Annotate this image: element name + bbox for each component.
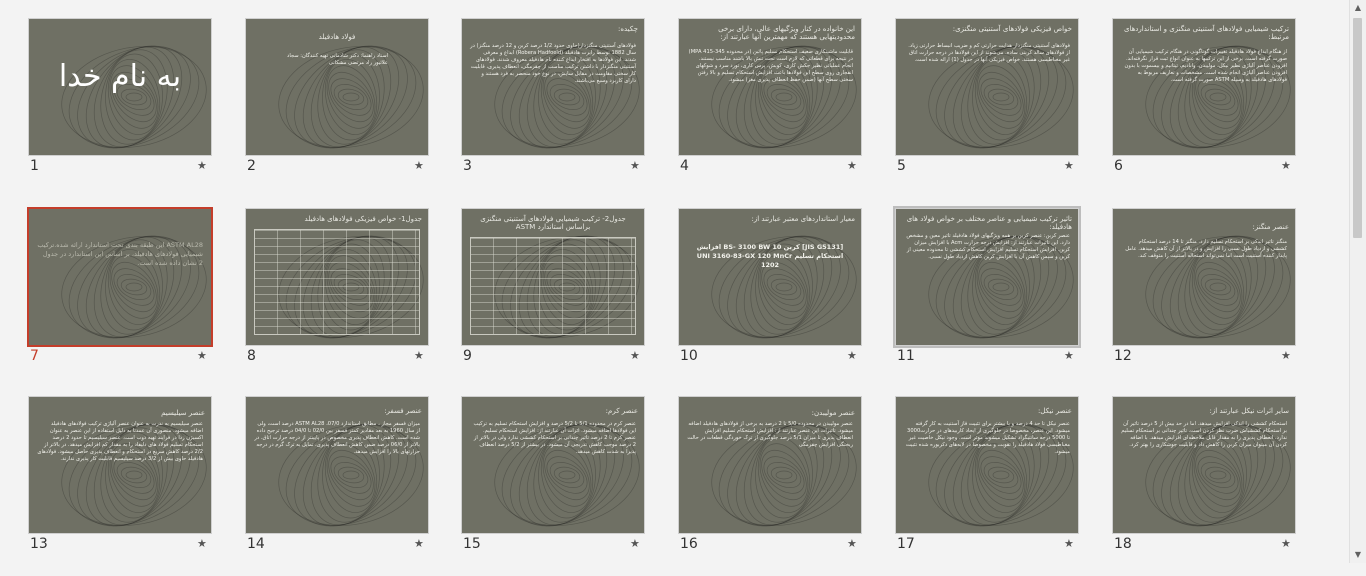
slide-preview[interactable]	[461, 208, 645, 346]
slide-background-pattern	[29, 397, 211, 533]
slide-title: عنصر سیلیسیم	[161, 409, 205, 417]
slide-thumbnail-9[interactable]	[461, 208, 661, 388]
slide-preview[interactable]	[895, 18, 1079, 156]
slide-background-pattern	[462, 397, 644, 533]
slide-preview[interactable]	[1112, 18, 1296, 156]
star-icon[interactable]: ★	[414, 159, 424, 172]
slide-thumbnail-6[interactable]	[1112, 18, 1312, 198]
slide-number: 16	[680, 536, 698, 552]
slide-number: 6	[1114, 158, 1123, 174]
slide-number: 8	[247, 348, 256, 364]
slide-number: 14	[247, 536, 265, 552]
slide-title: عنصر کرم:	[605, 407, 638, 415]
slide-thumbnail-8[interactable]	[245, 208, 445, 388]
slide-preview[interactable]	[1112, 396, 1296, 534]
slide-number: 3	[463, 158, 472, 174]
slide-title: سایر اثرات نیکل عبارتند از:	[1209, 407, 1289, 415]
slide-thumbnail-17[interactable]	[895, 396, 1095, 576]
slide-thumbnail-2[interactable]	[245, 18, 445, 198]
scroll-down-arrow-icon[interactable]: ▼	[1354, 550, 1362, 559]
slide-preview[interactable]	[895, 396, 1079, 534]
slide-title: ترکیب شیمیایی فولادهای آستنیتی منگنزی و استانداردهای مرتبط:	[1124, 25, 1289, 42]
slide-thumbnail-7[interactable]	[28, 208, 228, 388]
slide-background-pattern	[896, 19, 1078, 155]
slide-preview[interactable]	[678, 208, 862, 346]
slide-background-pattern	[462, 19, 644, 155]
star-icon[interactable]: ★	[1064, 537, 1074, 550]
slide-body: عنصر نیکل تا حد 4 درصد و یا بیشتر برای تثبیت فاز آستنیت به کار گرفته میشود. این عنصر، مخصوصا در جلوگیری از ایجاد کاربیدهای در حرارت3000 تا 5000 درجه سانتیگراد تشکیل میشوند موثر است. وجود نیکل خاصیت غیر مغناطیسی فولاد هادفیلد را تقویت و مخصوصا در لایه‌های دکربوره شده تثبیت میشود.	[905, 421, 1070, 456]
slide-preview[interactable]	[461, 396, 645, 534]
star-icon[interactable]: ★	[414, 537, 424, 550]
star-icon[interactable]: ★	[847, 537, 857, 550]
slide-number: 9	[463, 348, 472, 364]
slide-title: جدول2- ترکیب شیمیایی فولادهای آستنیتی منگنزی براساس استاندارد ASTM	[480, 215, 626, 232]
slide-number: 5	[897, 158, 906, 174]
star-icon[interactable]: ★	[1281, 349, 1291, 362]
slide-thumbnail-15[interactable]	[461, 396, 661, 576]
slide-background-pattern	[679, 397, 861, 533]
slide-title: معیار استانداردهای معتبر عبارتند از:	[751, 215, 855, 223]
slide-title: تاثیر ترکیب شیمیایی و عناصر مختلف بر خواص فولاد های هادفیلد:	[906, 215, 1072, 232]
slide-number: 17	[897, 536, 915, 552]
slide-body: استاد راهنما: دکتر شادمانی تهیه کنندگان: سجاد علائیور راد مرتضی مشکاتی	[287, 53, 388, 67]
slide-preview[interactable]	[28, 396, 212, 534]
slide-preview[interactable]	[245, 396, 429, 534]
slide-thumbnail-10[interactable]	[678, 208, 878, 388]
slide-thumbnail-14[interactable]	[245, 396, 445, 576]
slide-thumbnail-18[interactable]	[1112, 396, 1312, 576]
slide-title: این خانواده در کنار ویژگیهای عالی، دارای برخی محدودیتهایی هستند که مهمترین آنها عبارتند از:	[718, 25, 855, 42]
slide-preview[interactable]	[245, 18, 429, 156]
slide-body: عنصر سیلیسیم به ندرت به عنوان عنصر آلیاژی ترکیب فولادهای هادفیلد اضافه میشود. منصوری آن عمدتا به دلیل استفاده از این عنصر به عنوان اکسیژن زدا در فرایند تهیه ذوب است. عنصر سیلیسیم تا حدود 2 درصد استحکام تسلیم فولاد های دلیفاد را به مقدار کم افزایش میدهد. در بالاتر از 2/2 درصد کاهش سریع در استحکام و انعطاف پذیری حاصل میشود. فولادهای هادفیلد حاوی بیش از 3/2 درصد سیلیسیم قابلیت کار پذیری ندارند.	[37, 421, 203, 463]
scrollbar-thumb[interactable]	[1353, 18, 1362, 238]
star-icon[interactable]: ★	[1281, 159, 1291, 172]
slide-body: عنصر مولیبدن در محدوده 5/0 تا 2 درصد به برخی از فولادهای هادفیلد اضافه میشود. تاثیرات این عنصر عبارتند از: افزایش استحکام تسلیم افزایش انعطاف پذیری تا میزان 5/1 درصد جلوگیری از ترک خوردگی قطعات در حالت ریختگی افزایش چقرمگی	[687, 421, 853, 449]
slide-body: ASTM AL28 این طبقه بندی تحت استاندارد ارائه شده.ترکیب شیمیایی فولادهای هادفیلد، بر اساس این استاندارد در جدول 2 نشان داده شده است.	[37, 241, 203, 267]
slide-title: عنصر منگنز:	[1252, 223, 1289, 231]
slide-body: فولادهای آستنیتی منگنزدار هدایت حرارتی کم و ضریب انبساط حرارتی زیاد. از فولادهای سالد کربنی ساده. می‌شوند از این فولادها در درجه حرارت اتاق غیر مغناطیسی هستند. خواص فیزیکی آنها در جدول (1) ارائه شده است.	[908, 43, 1070, 64]
slide-preview[interactable]	[245, 208, 429, 346]
slide-preview[interactable]	[678, 18, 862, 156]
slide-title: عنصر نیکل:	[1037, 407, 1072, 415]
slide-preview[interactable]	[895, 208, 1079, 346]
star-icon[interactable]: ★	[414, 349, 424, 362]
slide-preview-selected[interactable]	[27, 207, 213, 347]
slide-title: فولاد هادفیلد	[318, 33, 356, 41]
slide-number: 1	[30, 158, 39, 174]
star-icon[interactable]: ★	[630, 349, 640, 362]
slide-number: 12	[1114, 348, 1132, 364]
star-icon[interactable]: ★	[197, 537, 207, 550]
slide-body: استحکام کششی را اندکی افزایش میدهد. اما در حد بیش از 5 درصد تاثیر آن بر استحکام کششیاش ضرب نظر کردن است. تاثیر چندانی بر استحکام تسلیم ندارد. انعطاف پذیری را به مقدار قابل ملاحظه‌ای افزایش میدهد. با اضافه کردن آن میتوان میزان کربن را کاهش داد و قابلیت جوشکاری را بهتر کرد.	[1121, 421, 1287, 449]
slide-background-pattern	[1113, 397, 1295, 533]
slide-table	[254, 229, 420, 335]
slide-preview[interactable]	[678, 396, 862, 534]
star-icon[interactable]: ★	[1064, 159, 1074, 172]
slide-background-pattern	[246, 397, 428, 533]
star-icon[interactable]: ★	[1281, 537, 1291, 550]
slide-preview[interactable]	[1112, 208, 1296, 346]
slide-number: 15	[463, 536, 481, 552]
slide-body: منگنز تاثیر اندکی بر استحکام تسلیم دارد. منگنز تا 14 درصد استحکام کششی و ازدیاد طول نسبی را افزایش و در بالاتر از آن کاهش میدهد. عامل پایدار کننده آستنیت است اما نمی‌تواند استحاله آستنیت را متوقف کند.	[1125, 239, 1287, 260]
slide-body: عنصر کربن: عنصر کربن بر همه ویژگیهای فولاد هادفیلد تاثیر معین و مشخص دارد. این تاثیرات عبارتند از: افزایش درجه حرارت Acm با افزایش میزان کربن. افزایش استحکام تسلیم افزایش استحکام کششی تا محدوده معینی از کربن و سپس کاهش آن با افزایش کربن کاهش ازدیاد طول نسبی.	[906, 233, 1070, 261]
slide-body: از هنگام ابداع فولاد هادفیلد تغییرات گوناگونی در هنگام ترکیب شیمیایی آن صورت گرفته است. برخی از این ترکیبها به عنوان انواع ثبت قرار نگرفته‌اند. افزودن عناصر آلیاژی نظیر نیکل، مولیبدن، وانادیم، تیتانیم و بیسموت با بدون افزودن عناصر آلیاژی انجام شده است. مشخصات و تعاریف مربوط به فولادهای هادفیلد به وسیله ASTM صورت گرفته است.	[1124, 49, 1287, 84]
slide-number: 4	[680, 158, 689, 174]
slide-background-pattern	[896, 397, 1078, 533]
slide-number: 11	[897, 348, 915, 364]
slide-body: میزان فسفر مجاز ، مطابق استاندارد ASTM AL28 ،07/0 درصد است، ولی از سال 1960 به بعد مقادیر کمتر فسفر بین 02/0 تا 04/0 درصد ترجیح داده شده است. کاهش انعطاف پذیری مخصوص در پایینتر از درجه حرارت اتاق. در بالاتر از 06/0 درصد ضمن کاهش انعطاف پذیری، تمایل به ترک گرم در درجه حرارتهای بالا را افزایش میدهد.	[254, 421, 420, 456]
slide-body: عنصر کرم در محدوده 5/1 تا 5/2 درصد و افزایش استحکام تسلیم به ترکیب این فولادها اضافه میشود. اثرات آن عبارتند از: افزایش استحکام تسلیم. عنصر کرم تا 2 درصد تاثیر چندانی بر استحکام کششی ندارد ولی در بالاتر از 2 درصد موجب کاهش تدریجی آن میشود. در بیشتر از 5/2 درصد انعطاف پذیرا به شدت کاهش میدهد.	[473, 421, 636, 456]
slide-background-pattern	[679, 209, 861, 345]
slide-number: 10	[680, 348, 698, 364]
slide-background-pattern	[29, 209, 211, 345]
slide-thumbnail-3[interactable]	[461, 18, 661, 198]
slide-body: [JIS G5131] کربن BS- 3100 BW 10 افزایش استحکام تسلیم UNI 3160-83-GX 120 MnCr 1202	[696, 243, 844, 269]
slide-number: 7	[30, 348, 39, 364]
star-icon[interactable]: ★	[847, 349, 857, 362]
star-icon[interactable]: ★	[197, 349, 207, 362]
scroll-up-arrow-icon[interactable]: ▲	[1354, 3, 1362, 12]
slide-number: 18	[1114, 536, 1132, 552]
slide-thumbnail-4[interactable]	[678, 18, 878, 198]
slide-title: عنصر مولیبدن:	[811, 409, 855, 417]
star-icon[interactable]: ★	[630, 159, 640, 172]
slide-body: قابلیت ماشینکاری ضعیف استحکام تسلیم پائین (در محدوده 345-415 MPA) در نتیجه برای قطعاتی که لازم است تحت تنش بالا باشند مناسب نیستند. انجام عملیاتی نظیر جکش کاری، کوبش، پرس کاری، تورد سرد و شوکهای انفجاری روی سطح این فولادها باعث افزایش استحکام تسلیم و بالا رفتن سختی سطح آنها (ضمن حفظ انعطاف پذیری مغز) میشود.	[688, 49, 853, 84]
star-icon[interactable]: ★	[1064, 349, 1074, 362]
slide-title: چکیده:	[617, 25, 638, 33]
slide-preview[interactable]	[461, 18, 645, 156]
slide-number: 2	[247, 158, 256, 174]
slide-thumbnail-16[interactable]	[678, 396, 878, 576]
slide-body: فولادهای آستنیتی منگنزدار(حاوی حدود 1/2 درصد کربن و 12 درصد منگنز) در سال 1882 توسط رابرت هادفیلد (Robera Hadfoeld) ابداع و معرفی شدند. این فولادها به افتخار ابداع کننده نام هادفیلد معروف شدند. فولادهای آستنیتی منگنزدار با داشتن ترکیب مناسب از چقرمگی، انعطاف پذیری، قابلیت کار سختی مقاومت در مقابل سایش، در نوع خود منحصر به فرد هستند و دارای کاربرد وسیع می‌باشند.	[470, 43, 636, 85]
slide-thumbnail-1[interactable]	[28, 18, 228, 198]
slide-number: 13	[30, 536, 48, 552]
vertical-scrollbar[interactable]	[1349, 0, 1366, 563]
slide-center-text: به نام خدا	[58, 59, 182, 94]
slide-preview[interactable]	[28, 18, 212, 156]
star-icon[interactable]: ★	[630, 537, 640, 550]
star-icon[interactable]: ★	[197, 159, 207, 172]
slide-thumbnail-12[interactable]	[1112, 208, 1312, 388]
slide-title: جدول1- خواص فیزیکی فولادهای هادفیلد	[304, 215, 422, 223]
slide-table	[470, 237, 636, 335]
star-icon[interactable]: ★	[847, 159, 857, 172]
slide-thumbnail-13[interactable]	[28, 396, 228, 576]
slide-thumbnail-11[interactable]	[895, 208, 1095, 388]
slide-title: عنصر فسفر:	[384, 407, 422, 415]
slide-title: خواص فیزیکی فولادهای آستنیتی منگنزی:	[952, 25, 1072, 33]
slide-thumbnail-5[interactable]	[895, 18, 1095, 198]
